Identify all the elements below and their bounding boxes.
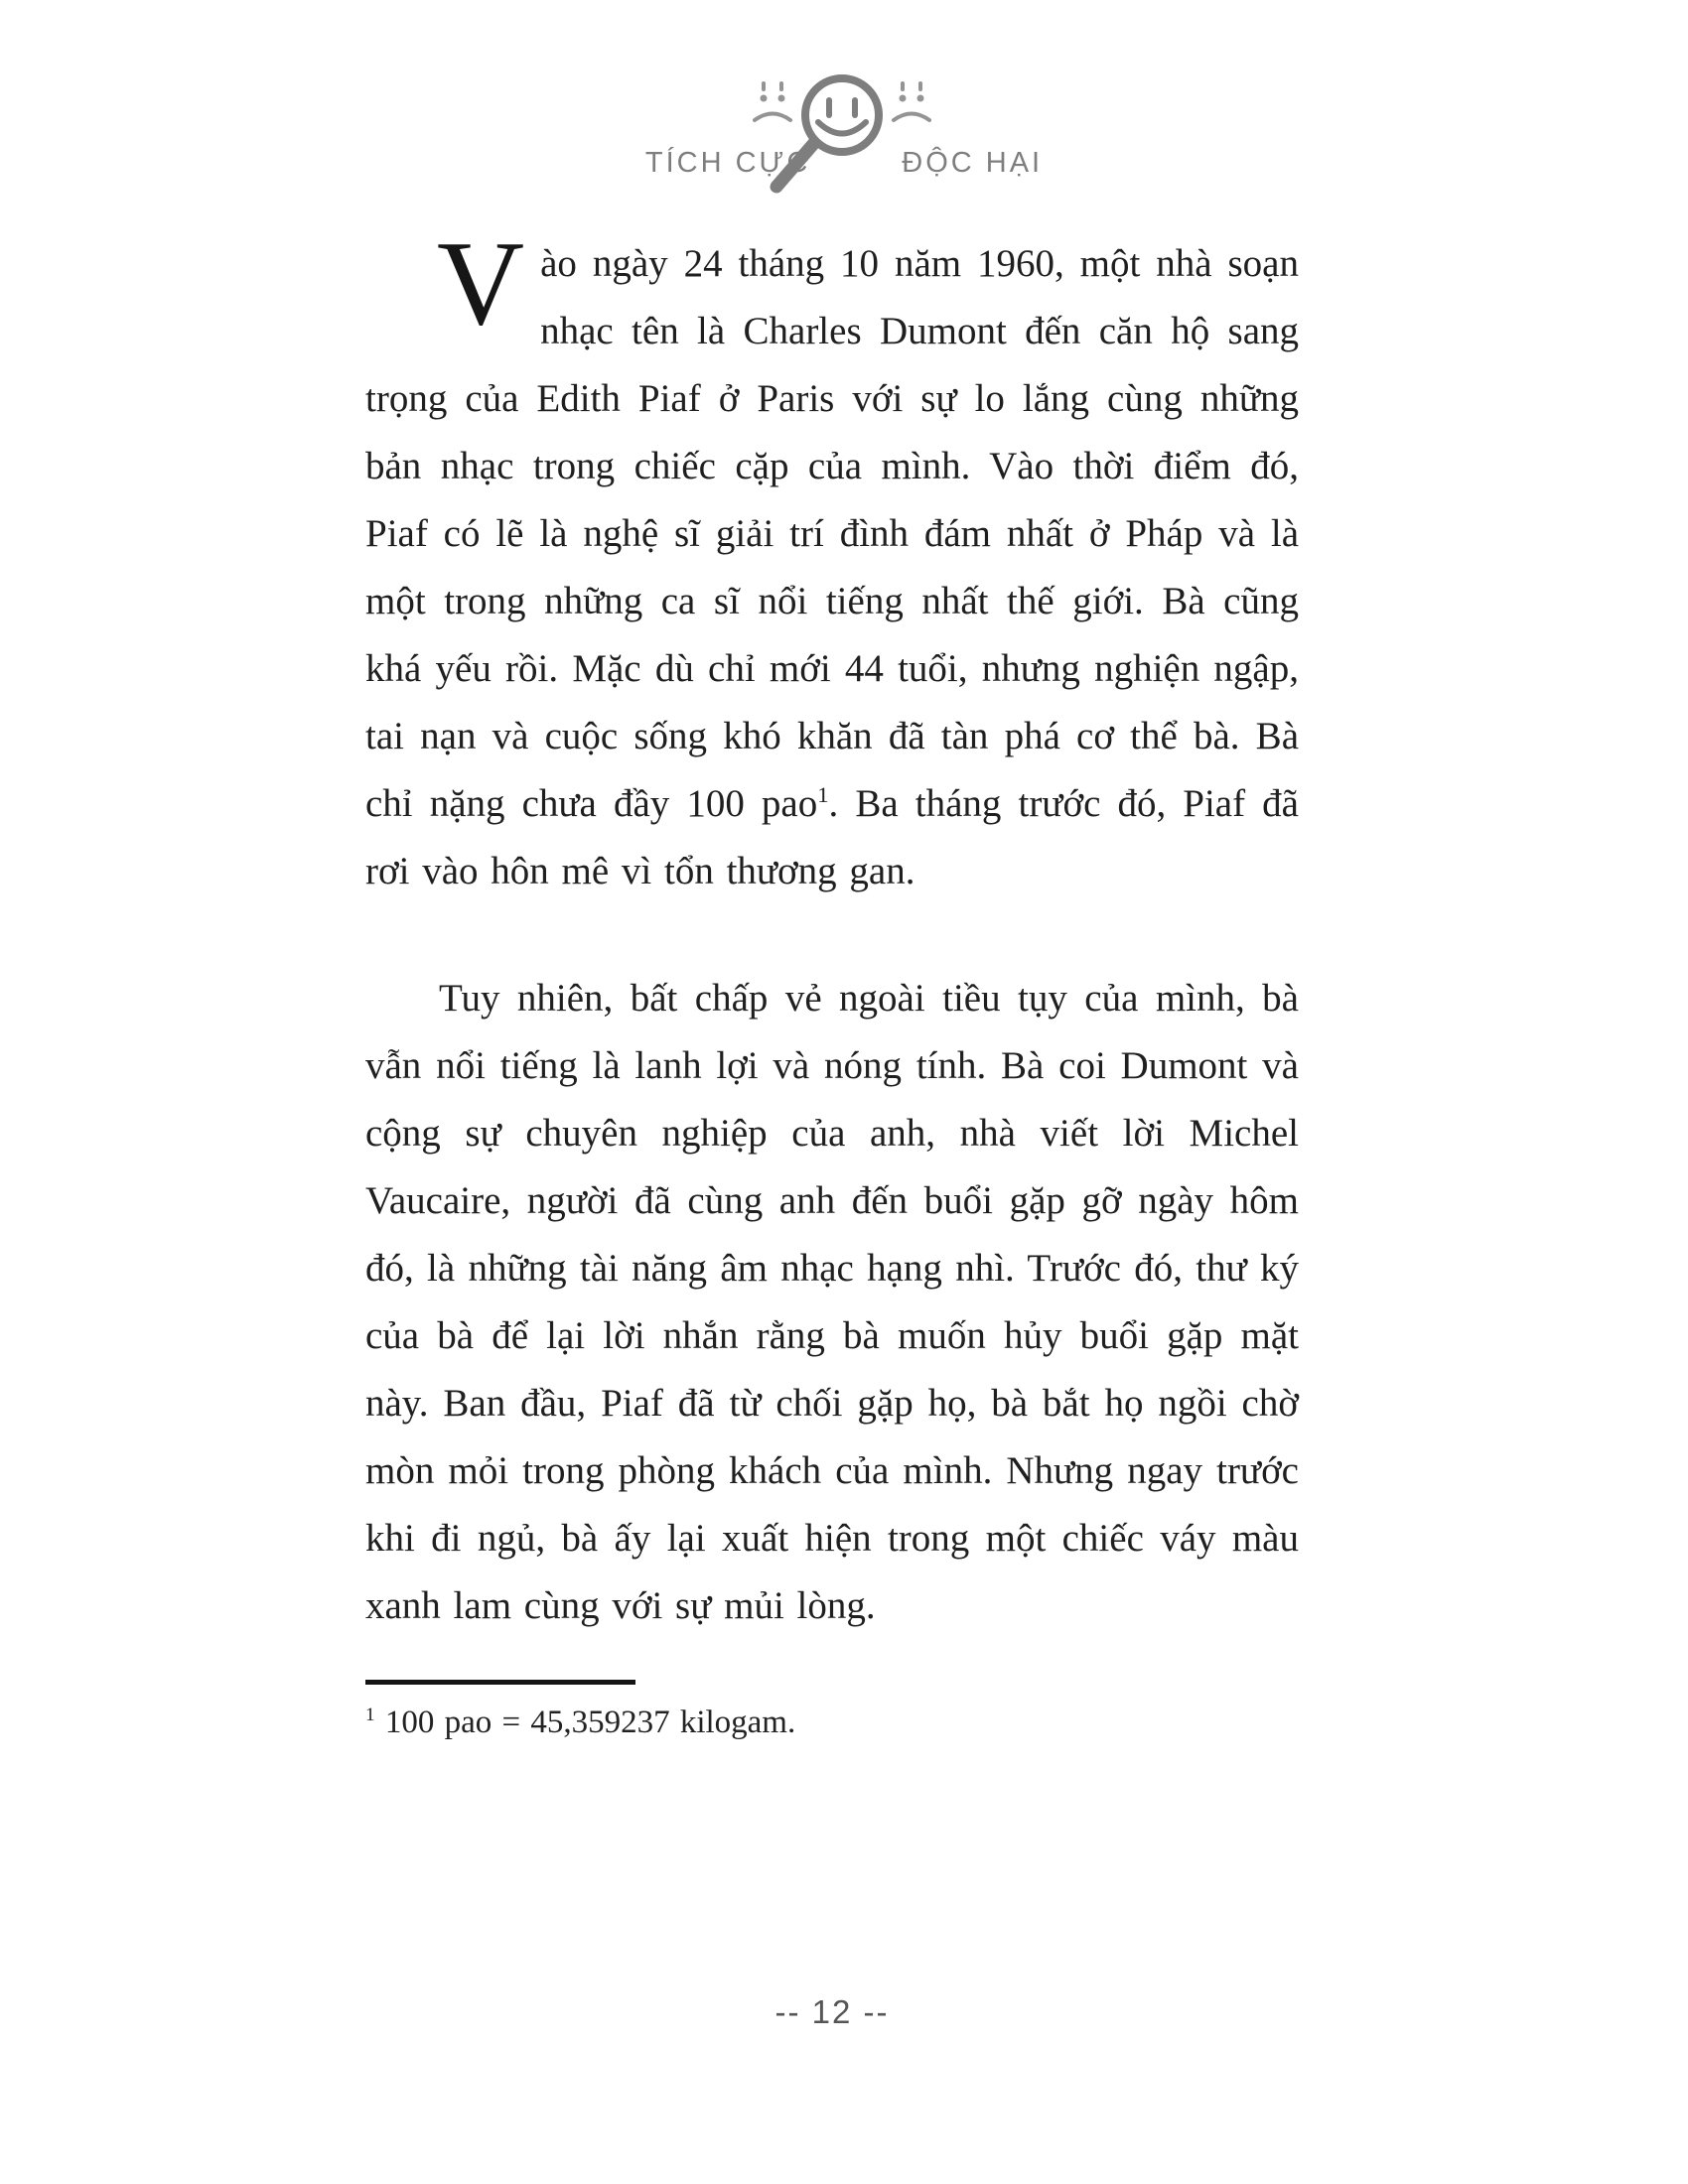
running-head-right: ĐỘC HẠI <box>902 147 1044 179</box>
smiley-face-icon <box>818 100 866 134</box>
paragraph-1-text-after-marker: . Ba tháng trước đó, Piaf đã rơi vào hôn mê vì tổn thương gan. <box>365 782 1299 892</box>
footnote-text: 100 pao = 45,359237 kilogam. <box>384 1705 796 1740</box>
sad-face-right-icon <box>894 83 929 120</box>
paragraph-1-text: ào ngày 24 tháng 10 năm 1960, một nhà soạn nhạc tên là Charles Dumont đến căn hộ sang trọng của Edith Piaf ở Paris với sự lo lắng cùng những bản nhạc trong chiếc cặp của mình. Vào thời điểm đó, Piaf có lẽ là nghệ sĩ giải trí đình đám nhất ở Pháp và là một trong những ca sĩ nổi tiếng nhất thế giới. Bà cũng khá yếu rồi. Mặc dù chỉ mới 44 tuổi, nhưng nghiện ngập, tai nạn và cuộc sống khó khăn đã tàn phá cơ thể bà. Bà chỉ nặng chưa đầy 100 pao <box>365 242 1299 825</box>
footnote-separator-rule <box>365 1680 635 1685</box>
dropcap-letter: V <box>437 216 525 350</box>
footnote-marker: 1 <box>365 1705 375 1725</box>
running-head-titles <box>0 147 1688 180</box>
footnote-reference-marker: 1 <box>817 782 829 807</box>
running-head <box>0 0 1688 199</box>
footnote <box>365 1701 1299 1744</box>
paragraph-1 <box>365 216 1299 905</box>
text-column <box>365 216 1299 1744</box>
sad-face-left-icon <box>755 83 790 120</box>
footnote-block <box>365 1680 1299 1744</box>
paragraph-2: Tuy nhiên, bất chấp vẻ ngoài tiều tụy của mình, bà vẫn nổi tiếng là lanh lợi và nóng tính. Bà coi Dumont và cộng sự chuyên nghiệp của anh, nhà viết lời Michel Vaucaire, người đã cùng anh đến buổi gặp gỡ ngày hôm đó, là những tài năng âm nhạc hạng nhì. Trước đó, thư ký của bà để lại lời nhắn rằng bà muốn hủy buổi gặp mặt này. Ban đầu, Piaf đã từ chối gặp họ, bà bắt họ ngồi chờ mòn mỏi trong phòng khách của mình. Nhưng ngay trước khi đi ngủ, bà ấy lại xuất hiện trong một chiếc váy màu xanh lam cùng với sự mủi lòng. <box>365 977 1299 1627</box>
running-head-left: TÍCH CỰC <box>644 147 811 179</box>
page-number: -- 12 -- <box>774 1993 890 2030</box>
